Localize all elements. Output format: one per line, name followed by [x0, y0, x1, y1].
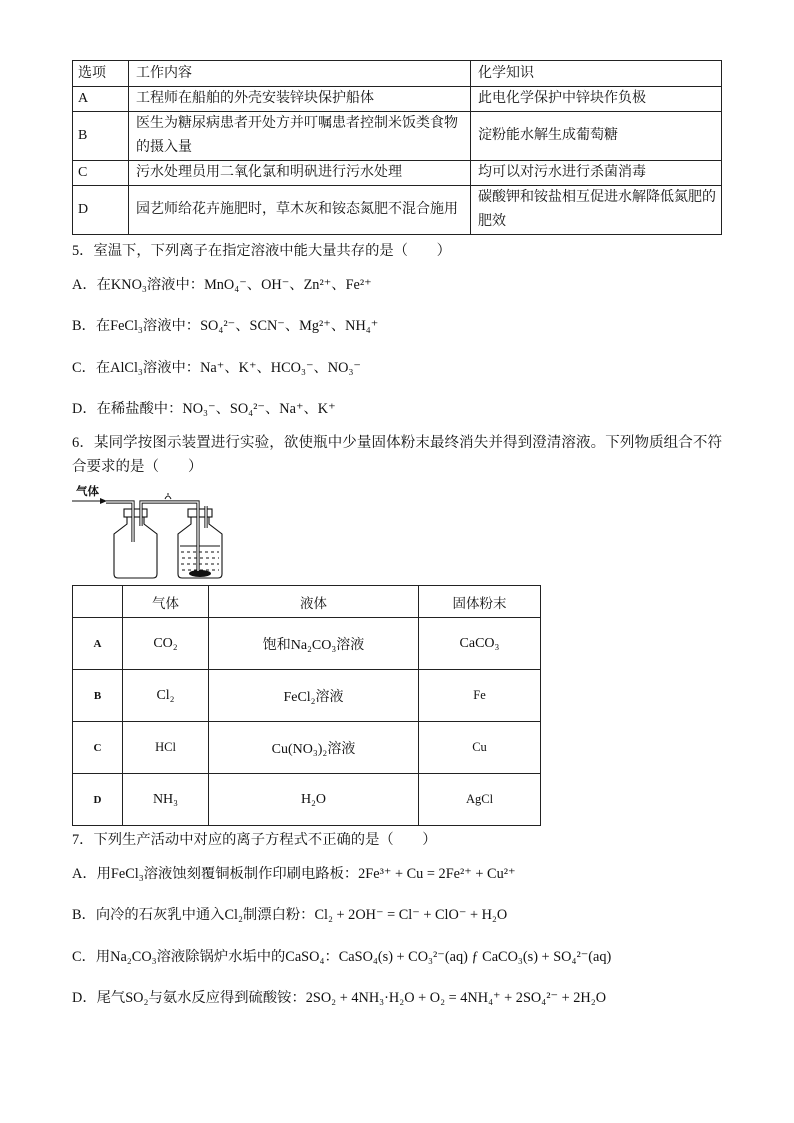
header-blank — [73, 586, 123, 618]
table-header-row — [73, 61, 722, 87]
reaction-bottle — [178, 509, 222, 578]
solid-powder — [189, 570, 211, 577]
row-gas: CO₂ — [123, 618, 209, 670]
question-5-option-c: C．在AlCl₃溶液中：Na⁺、K⁺、HCO₃⁻、NO₃⁻ — [72, 360, 361, 376]
row-option: B — [73, 670, 123, 722]
table-row — [73, 112, 722, 161]
row-liquid: FeCl₂溶液 — [209, 670, 419, 722]
header-knowledge: 化学知识 — [471, 61, 722, 87]
row-solid: Cu — [419, 722, 541, 774]
row-solid: AgCl — [419, 774, 541, 826]
header-gas: 气体 — [123, 586, 209, 618]
row-option: C — [73, 161, 129, 186]
table-header-row — [73, 586, 541, 618]
row-work: 园艺师给花卉施肥时，草木灰和铵态氮肥不混合施用 — [129, 186, 471, 235]
row-knowledge: 碳酸钾和铵盐相互促进水解降低氮肥的肥效 — [471, 186, 722, 235]
question-5-option-a: A．在KNO₃溶液中：MnO₄⁻、OH⁻、Zn²⁺、Fe²⁺ — [72, 277, 372, 293]
question-5-option-b: B．在FeCl₃溶液中：SO₄²⁻、SCN⁻、Mg²⁺、NH₄⁺ — [72, 318, 379, 334]
row-option: D — [73, 774, 123, 826]
application-table — [72, 60, 722, 235]
gas-label: 气体 — [76, 484, 99, 498]
question-7-option-c: C．用Na₂CO₃溶液除锅炉水垢中的CaSO₄：CaSO₄(s) + CO₃²⁻(aq) ƒ CaCO₃(s) + SO₄²⁻(aq) — [72, 949, 612, 965]
header-solid: 固体粉末 — [419, 586, 541, 618]
row-work: 工程师在船舶的外壳安装锌块保护船体 — [129, 87, 471, 112]
row-gas: Cl₂ — [123, 670, 209, 722]
table-row — [73, 774, 541, 826]
gas-inlet-arrow — [72, 498, 107, 504]
row-solid: CaCO₃ — [419, 618, 541, 670]
question-5-option-d: D．在稀盐酸中：NO₃⁻、SO₄²⁻、Na⁺、K⁺ — [72, 401, 336, 417]
question-6-stem: 6．某同学按图示装置进行实验，欲使瓶中少量固体粉末最终消失并得到澄清溶液。下列物质组合不符合要求的是（ ） — [72, 435, 722, 475]
row-liquid: Cu(NO₃)₂溶液 — [209, 722, 419, 774]
row-liquid: H₂O — [209, 774, 419, 826]
table-row — [73, 618, 541, 670]
row-option: A — [73, 87, 129, 112]
row-liquid: 饱和Na₂CO₃溶液 — [209, 618, 419, 670]
table-row — [73, 722, 541, 774]
table-row — [73, 87, 722, 112]
row-gas: HCl — [123, 722, 209, 774]
question-7-option-a: A．用FeCl₃溶液蚀刻覆铜板制作印刷电路板：2Fe³⁺ + Cu = 2Fe²⁺ + Cu²⁺ — [72, 866, 516, 882]
question-7-option-d: D．尾气SO₂与氨水反应得到硫酸铵：2SO₂ + 4NH₃·H₂O + O₂ = 4NH₄⁺ + 2SO₄²⁻ + 2H₂O — [72, 990, 607, 1006]
table-row — [73, 186, 722, 235]
header-option: 选项 — [73, 61, 129, 87]
row-gas: NH₃ — [123, 774, 209, 826]
clamp-icon — [165, 493, 171, 499]
row-solid: Fe — [419, 670, 541, 722]
row-option: A — [73, 618, 123, 670]
row-option: D — [73, 186, 129, 235]
table-row — [73, 670, 541, 722]
row-work: 医生为糖尿病患者开处方并叮嘱患者控制米饭类食物的摄入量 — [129, 112, 471, 161]
row-option: C — [73, 722, 123, 774]
question-5-stem: 5．室温下，下列离子在指定溶液中能大量共存的是（ ） — [72, 243, 451, 259]
row-knowledge: 均可以对污水进行杀菌消毒 — [471, 161, 722, 186]
table-row — [73, 161, 722, 186]
header-liquid: 液体 — [209, 586, 419, 618]
substance-table — [72, 585, 541, 826]
row-work: 污水处理员用二氧化氯和明矾进行污水处理 — [129, 161, 471, 186]
question-7-stem: 7．下列生产活动中对应的离子方程式不正确的是（ ） — [72, 832, 437, 848]
header-work: 工作内容 — [129, 61, 471, 87]
apparatus-diagram — [70, 482, 230, 582]
question-7-option-b: B．向冷的石灰乳中通入Cl₂制漂白粉：Cl₂ + 2OH⁻ = Cl⁻ + ClO⁻ + H₂O — [72, 907, 508, 923]
empty-bottle — [114, 509, 157, 578]
row-knowledge: 此电化学保护中锌块作负极 — [471, 87, 722, 112]
row-option: B — [73, 112, 129, 161]
row-knowledge: 淀粉能水解生成葡萄糖 — [471, 112, 722, 161]
